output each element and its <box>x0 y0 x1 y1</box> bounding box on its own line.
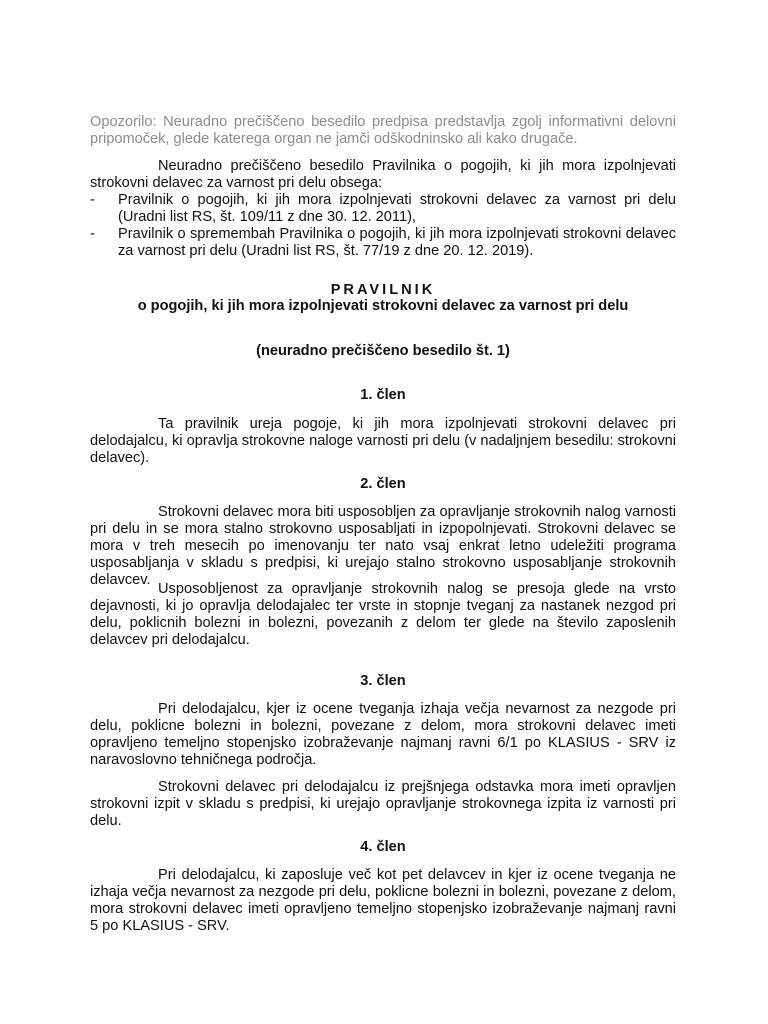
article-paragraph: Strokovni delavec mora biti usposobljen za opravljanje strokovnih nalog varnosti pri delu in se mora stalno strokovno usposabljati in izpopolnjevati. Strokovni delavec se mora v treh mesecih po imenovanju ter nato vsaj enkrat letno udeležiti programa usposabljanja v skladu s predpisi, ki urejajo stalno strokovno usposabljanje strokovnih delavcev. <box>90 504 676 588</box>
intro-paragraph: Neuradno prečiščeno besedilo Pravilnika o pogojih, ki jih mora izpolnjevati strokovni delavec za varnost pri delu obsega: <box>90 158 676 191</box>
article-paragraph: Ta pravilnik ureja pogoje, ki jih mora izpolnjevati strokovni delavec pri delodajalcu, ki opravlja strokovne naloge varnosti pri delu (v nadaljnjem besedilu: strokovni delavec). <box>90 416 676 466</box>
list-dash: - <box>90 226 95 242</box>
source-item <box>90 192 676 226</box>
article-paragraph: Strokovni delavec pri delodajalcu iz prejšnjega odstavka mora imeti opravljen strokovni izpit v skladu s predpisi, ki urejajo opravljanje strokovnega izpita iz varnosti pri delu. <box>90 779 676 829</box>
source-text: Pravilnik o pogojih, ki jih mora izpolnjevati strokovni delavec za varnost pri delu (Uradni list RS, št. 109/11 z dne 30. 12. 2011), <box>118 192 676 225</box>
document-title: PRAVILNIK <box>330 282 436 298</box>
article-paragraph: Pri delodajalcu, ki zaposluje več kot pet delavcev in kjer iz ocene tveganja ne izhaja večja nevarnost za nezgode pri delu, poklicne bolezni in bolezni, povezane z delom, mora strokovni delavec imeti opravljeno temeljno stopenjsko izobraževanje najmanj ravni 5 po KLASIUS - SRV. <box>90 867 676 934</box>
article-paragraph: Usposobljenost za opravljanje strokovnih nalog se presoja glede na vrsto dejavnosti, ki jo opravlja delodajalec ter vrste in stopnje tveganj za nastanek nezgod pri delu, poklicnih bolezni in bolezni, povezanih z delom ter glede na število zaposlenih delavcev pri delodajalcu. <box>90 581 676 648</box>
source-item <box>90 226 676 260</box>
article-paragraph: Pri delodajalcu, kjer iz ocene tveganja izhaja večja nevarnost za nezgode pri delu, poklicne bolezni in bolezni, povezane z delom, mora strokovni delavec imeti opravljeno temeljno stopenjsko izobraževanje najmanj ravni 6/1 po KLASIUS - SRV iz naravoslovno tehničnega področja. <box>90 701 676 768</box>
source-list <box>90 192 676 260</box>
article-heading: 1. člen <box>360 387 406 403</box>
article-heading: 4. člen <box>360 839 406 855</box>
source-text: Pravilnik o spremembah Pravilnika o pogojih, ki jih mora izpolnjevati strokovni delavec za varnost pri delu (Uradni list RS, št. 77/19 z dne 20. 12. 2019). <box>118 226 676 259</box>
document-subtitle: o pogojih, ki jih mora izpolnjevati strokovni delavec za varnost pri delu <box>137 298 629 314</box>
article-heading: 2. člen <box>360 476 406 492</box>
article-heading: 3. člen <box>360 673 406 689</box>
disclaimer-notice: Opozorilo: Neuradno prečiščeno besedilo predpisa predstavlja zgolj informativni delovni pripomoček, glede katerega organ ne jamči odškodninsko ali kako drugače. <box>90 114 676 147</box>
list-dash: - <box>90 192 95 208</box>
version-label: (neuradno prečiščeno besedilo št. 1) <box>256 343 510 359</box>
